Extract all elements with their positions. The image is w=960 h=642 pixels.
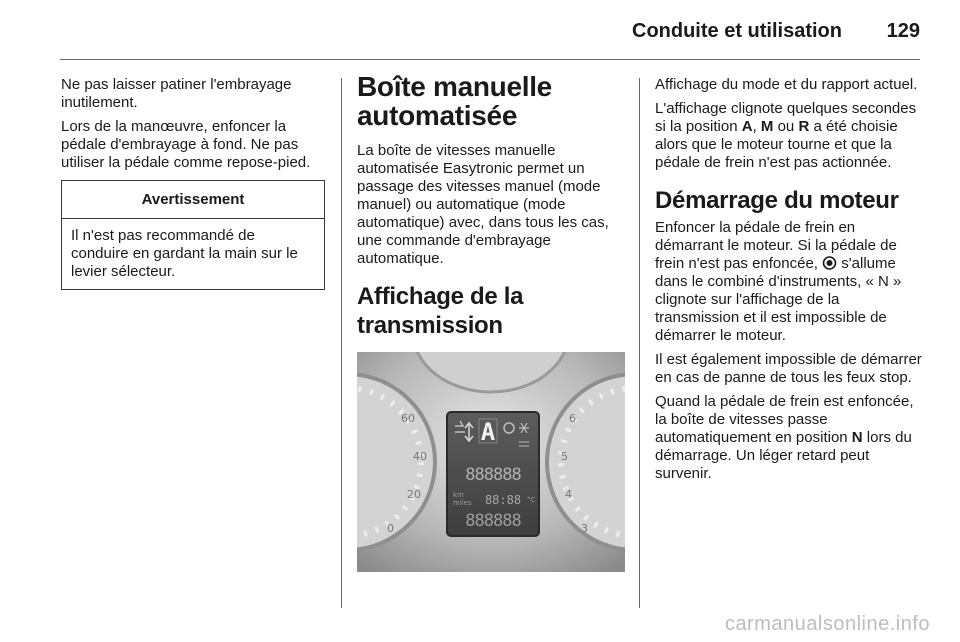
column-3 <box>655 76 923 489</box>
gauge-label: 60 <box>401 412 415 425</box>
text: L'affichage clignote quelques secondes si la position <box>655 100 917 135</box>
position-r: R <box>798 118 810 135</box>
text: , <box>752 118 761 135</box>
paragraph: Affichage du mode et du rapport actuel. <box>655 76 918 93</box>
position-m: M <box>760 118 774 135</box>
section-heading: Démarrage du moteur <box>655 187 899 214</box>
section-heading: Boîte manuelle automatisée <box>357 71 552 131</box>
column-divider-2 <box>639 78 640 608</box>
gauge-label: 4 <box>565 488 572 501</box>
gear-letter: A <box>480 418 496 446</box>
subsection-heading: Affichage de la transmission <box>357 283 524 339</box>
text: s'allume dans le combiné d'instruments, « N » clignote sur l'affichage de la transmission et il est impossible de démarrer le moteur. <box>655 255 902 344</box>
display-digits: 888888 <box>465 465 521 485</box>
text: Enfoncer la pédale de frein en démarrant le moteur. Si la pédale de frein n'est pas enfoncée, <box>655 219 897 272</box>
paragraph-start <box>655 219 923 345</box>
paragraph-neutral <box>655 393 923 483</box>
column-divider-1 <box>341 78 342 608</box>
column-2 <box>357 71 625 572</box>
gauge-label: 5 <box>561 450 568 463</box>
text: a été choisie alors que le moteur tourne et que la pédale de frein n'est pas actionnée. <box>655 118 898 171</box>
paragraph: Ne pas laisser patiner l'embrayage inutilement. <box>61 76 292 111</box>
header-rule <box>60 59 920 60</box>
warning-box <box>61 180 325 290</box>
warning-title: Avertissement <box>62 181 324 219</box>
gauge-label: 3 <box>581 522 588 535</box>
position-a: A <box>741 118 753 135</box>
unit-miles: miles <box>453 499 472 507</box>
brake-pedal-warning-icon <box>822 256 837 270</box>
header-title: Conduite et utilisation <box>632 20 842 42</box>
paragraph: Lors de la manœuvre, enfoncer la pédale d'embrayage à fond. Ne pas utiliser la pédale comme repose-pied. <box>61 118 311 171</box>
text: Quand la pédale de frein est enfoncée, la boîte de vitesses passe automatiquement en position <box>655 393 914 446</box>
text: ou <box>773 118 799 135</box>
unit-celsius: °C <box>527 496 536 504</box>
transmission-display-figure <box>357 352 625 572</box>
page-header <box>0 0 960 62</box>
text: lors du démarrage. Un léger retard peut survenir. <box>655 429 912 482</box>
position-n: N <box>851 429 863 446</box>
unit-km: km <box>453 491 464 499</box>
gauge-label: 0 <box>387 522 394 535</box>
column-1 <box>61 76 325 290</box>
paragraph-mode-blink <box>655 100 923 172</box>
bottom-digits: 888888 <box>465 511 521 531</box>
warning-text: Il n'est pas recommandé de conduire en gardant la main sur le levier sélecteur. <box>71 227 298 280</box>
paragraph: La boîte de vitesses manuelle automatisée Easytronic permet un passage des vitesses manuel (mode manuel) ou automatique (mode automatique) avec, dans tous les cas, une commande d'embrayage automatique. <box>357 142 609 267</box>
page-number: 129 <box>886 20 920 42</box>
gauge-label: 20 <box>407 488 421 501</box>
gauge-label: 40 <box>413 450 427 463</box>
mini-digits: 88:88 <box>484 493 522 507</box>
footer-watermark: carmanualsonline.info <box>724 613 930 635</box>
paragraph: Il est également impossible de démarrer en cas de panne de tous les feux stop. <box>655 351 922 386</box>
gauge-label: 6 <box>569 412 576 425</box>
